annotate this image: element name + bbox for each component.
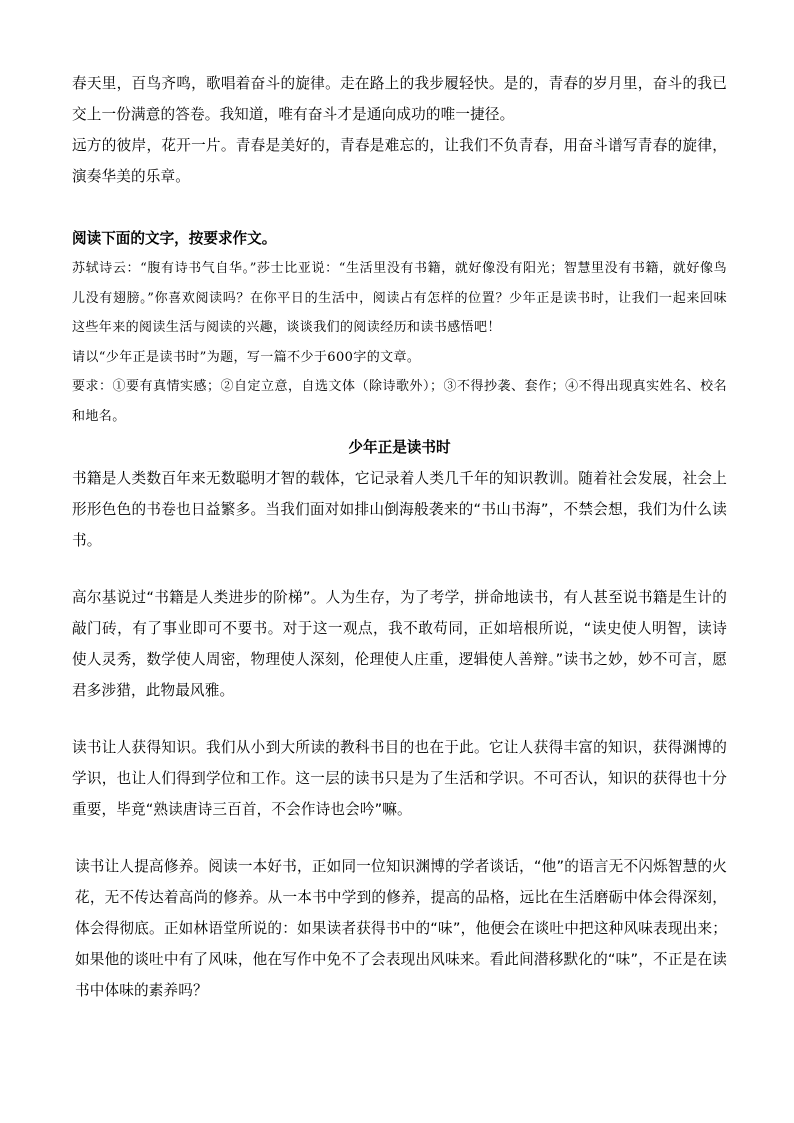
paragraph-spacer [72,706,727,732]
prompt-text: 苏轼诗云：“腹有诗书气自华。”莎士比亚说：“生活里没有书籍，就好像没有阳光；智慧里没有书籍，就好像鸟儿没有翅膀。”你喜欢阅读吗？在你平日的生活中，阅读占有怎样的位置？少年正是读书时，让我们一起来回味这些年来的阅读生活与阅读的兴趣，谈谈我们的阅读经历和读书感悟吧！ [72,261,727,335]
paragraph-spacer [72,556,727,582]
paragraph-spacer [72,825,727,851]
document-content [72,68,727,1006]
essay-paragraph-4: 读书让人提高修养。阅读一本好书，正如同一位知识渊博的学者谈话，“他”的语言无不闪烁智慧的火花，无不传达着高尚的修养。从一本书中学到的修养，提高的品格，远比在生活磨砺中体会得深刻，体会得彻底。正如林语堂所说的：如果读者获得书中的“味”，他便会在谈吐中把这种风味表现出来；如果他的谈吐中有了风味，他在写作中免不了会表现出风味来。看此间潜移默化的“味”，不正是在读书中体味的素养吗？ [75,858,727,999]
essay-title: 少年正是读书时 [348,439,451,456]
section-spacer [72,192,727,224]
essay-paragraph-2: 高尔基说过“书籍是人类进步的阶梯”。人为生存，为了考学，拼命地读书，有人甚至说书籍是生计的敲门砖，有了事业即可不要书。对于这一观点，我不敢苟同，正如培根所说，“读史使人明智，读诗使人灵秀，数学使人周密，物理使人深刻，伦理使人庄重，逻辑使人善辩。”读书之妙，妙不可言，愿君多涉猎，此物最风雅。 [72,589,727,699]
essay-paragraph-3: 读书让人获得知识。我们从小到大所读的教科书目的也在于此。它让人获得丰富的知识，获得渊博的学识，也让人们得到学位和工作。这一层的读书只是为了生活和学识。不可否认，知识的获得也十分重要，毕竟“熟读唐诗三百首，不会作诗也会吟”嘛。 [72,739,727,818]
top-paragraph-2: 远方的彼岸，花开一片。青春是美好的，青春是难忘的，让我们不负青春，用奋斗谱写青春的旋律，演奏华美的乐章。 [72,137,727,185]
prompt-heading: 阅读下面的文字，按要求作文。 [72,230,277,247]
essay-paragraph-1: 书籍是人类数百年来无数聪明才智的载体，它记录着人类几千年的知识教训。随着社会发展，社会上形形色色的书卷也日益繁多。当我们面对如排山倒海般袭来的“书山书海”，不禁会想，我们为什么读书。 [72,470,727,549]
top-paragraph-1: 春天里，百鸟齐鸣，歌唱着奋斗的旋律。走在路上的我步履轻快。是的，青春的岁月里，奋斗的我已交上一份满意的答卷。我知道，唯有奋斗才是通向成功的唯一捷径。 [72,75,727,123]
prompt-requirements: 要求：①要有真情实感；②自定立意，自选文体（除诗歌外）；③不得抄袭、套作；④不得出现真实姓名、校名和地名。 [72,379,727,424]
prompt-instruction: 请以“少年正是读书时”为题，写一篇不少于600字的文章。 [72,349,421,365]
